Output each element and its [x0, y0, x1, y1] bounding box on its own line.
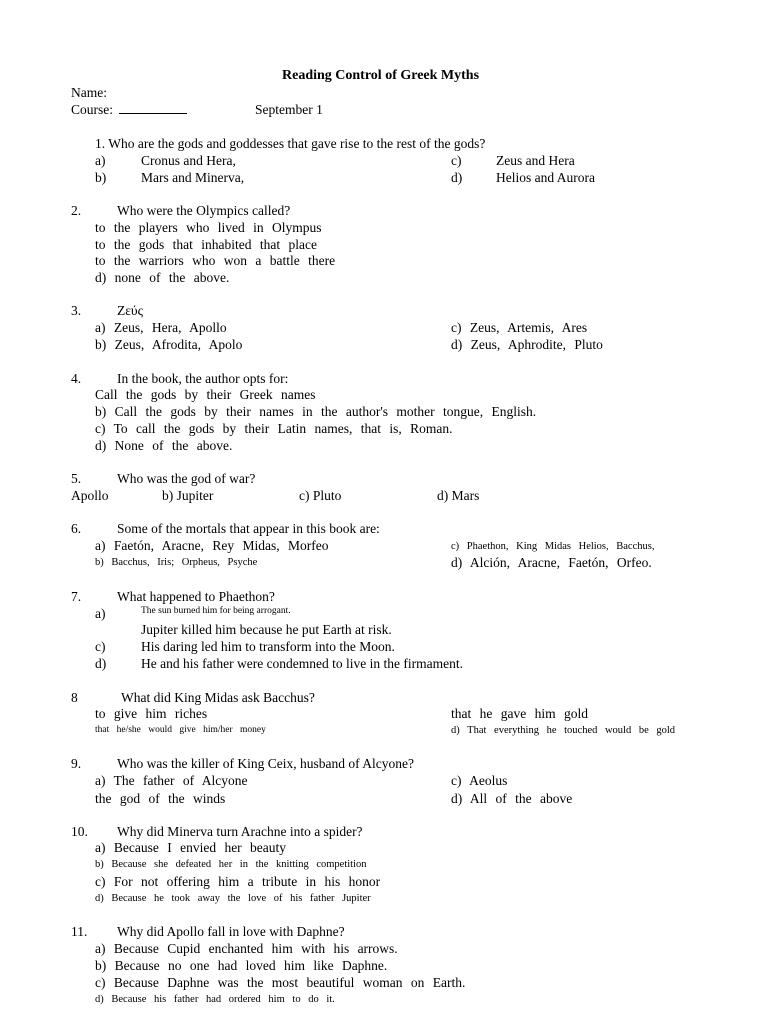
q10-number: 10. [71, 824, 88, 839]
q2-number: 2. [71, 203, 82, 218]
question-1: 1. Who are the gods and goddesses that gave rise to the rest of the gods? [95, 136, 486, 151]
q11-number: 11. [71, 924, 88, 939]
q4-option-4: d) None of the above. [95, 438, 233, 453]
q4-option-2: b) Call the gods by their names in the author's mother tongue, English. [95, 404, 537, 419]
q6-option-b: b) Bacchus, Iris; Orpheus, Psyche [95, 557, 258, 568]
q6-option-a: a) Faetón, Aracne, Rey Midas, Morfeo [95, 538, 329, 553]
q4-option-3: c) To call the gods by their Latin names, that is, Roman. [95, 421, 453, 436]
q2-option-1: to the players who lived in Olympus [95, 220, 322, 235]
q8-option-c: that he gave him gold [451, 706, 588, 721]
q10-option-a: a) Because I envied her beauty [95, 840, 287, 855]
q4-option-1: Call the gods by their Greek names [95, 387, 316, 402]
q1-option-b: Mars and Minerva, [141, 170, 245, 185]
q8-option-d: d) That everything he touched would be gold [451, 725, 676, 736]
q8-number: 8 [71, 690, 78, 705]
q1-b-letter: b) [95, 170, 107, 185]
q3-option-c: c) Zeus, Artemis, Ares [451, 320, 588, 335]
course-blank [119, 101, 187, 114]
q3-option-b: b) Zeus, Afrodita, Apolo [95, 337, 243, 352]
q10-option-c: c) For not offering him a tribute in his honor [95, 874, 381, 889]
question-10: Why did Minerva turn Arachne into a spider? [117, 824, 363, 839]
q10-option-d: d) Because he took away the love of his father Jupiter [95, 893, 371, 904]
q5-option-b: b) Jupiter [162, 488, 214, 503]
question-6: Some of the mortals that appear in this book are: [117, 521, 380, 536]
q2-option-3: to the warriors who won a battle there [95, 253, 336, 268]
name-label: Name: [71, 85, 107, 100]
q5-option-a: Apollo [71, 488, 109, 503]
q5-option-d: d) Mars [437, 488, 480, 503]
q3-option-d: d) Zeus, Aphrodite, Pluto [451, 337, 603, 352]
q5-option-c: c) Pluto [299, 488, 342, 503]
q7-option-c: His daring led him to transform into the Moon. [141, 639, 395, 654]
q9-option-a: a) The father of Alcyone [95, 773, 248, 788]
question-3: Ζεύς [117, 303, 143, 318]
page-title: Reading Control of Greek Myths [282, 68, 480, 83]
q2-option-4: d) none of the above. [95, 270, 230, 285]
q7-c-letter: c) [95, 639, 106, 654]
q6-option-d: d) Alción, Aracne, Faetón, Orfeo. [451, 555, 652, 570]
q1-c-letter: c) [451, 153, 462, 168]
q7-d-letter: d) [95, 656, 107, 671]
q11-option-c: c) Because Daphne was the most beautiful woman on Earth. [95, 975, 466, 990]
q5-number: 5. [71, 471, 82, 486]
q3-number: 3. [71, 303, 82, 318]
q6-option-c: c) Phaethon, King Midas Helios, Bacchus, [451, 541, 655, 552]
q9-option-c: c) Aeolus [451, 773, 508, 788]
q9-number: 9. [71, 756, 82, 771]
q8-option-a: to give him riches [95, 706, 208, 721]
question-4: In the book, the author opts for: [117, 371, 289, 386]
question-11: Why did Apollo fall in love with Daphne? [117, 924, 345, 939]
question-2: Who were the Olympics called? [117, 203, 291, 218]
q1-option-d: Helios and Aurora [496, 170, 595, 185]
q1-option-c: Zeus and Hera [496, 153, 575, 168]
q11-option-d: d) Because his father had ordered him to do it. [95, 994, 335, 1005]
q7-option-d: He and his father were condemned to live in the firmament. [141, 656, 464, 671]
q1-option-a: Cronus and Hera, [141, 153, 236, 168]
q1-d-letter: d) [451, 170, 463, 185]
date-text: September 1 [255, 102, 323, 117]
q3-option-a: a) Zeus, Hera, Apollo [95, 320, 227, 335]
q7-a-letter: a) [95, 606, 106, 621]
question-7: What happened to Phaethon? [117, 589, 275, 604]
q6-number: 6. [71, 521, 82, 536]
q8-option-b: that he/she would give him/her money [95, 725, 266, 735]
q2-option-2: to the gods that inhabited that place [95, 237, 317, 252]
q4-number: 4. [71, 371, 82, 386]
q7-option-a: The sun burned him for being arrogant. [141, 606, 291, 616]
course-label: Course: [71, 101, 187, 118]
q11-option-b: b) Because no one had loved him like Daphne. [95, 958, 388, 973]
q11-option-a: a) Because Cupid enchanted him with his arrows. [95, 941, 398, 956]
q10-option-b: b) Because she defeated her in the knitting competition [95, 859, 367, 870]
q7-option-b: Jupiter killed him because he put Earth at risk. [141, 622, 392, 637]
question-8: What did King Midas ask Bacchus? [121, 690, 315, 705]
q7-number: 7. [71, 589, 82, 604]
q1-a-letter: a) [95, 153, 106, 168]
question-5: Who was the god of war? [117, 471, 256, 486]
q9-option-b: the god of the winds [95, 791, 226, 806]
question-9: Who was the killer of King Ceix, husband of Alcyone? [117, 756, 414, 771]
q9-option-d: d) All of the above [451, 791, 573, 806]
